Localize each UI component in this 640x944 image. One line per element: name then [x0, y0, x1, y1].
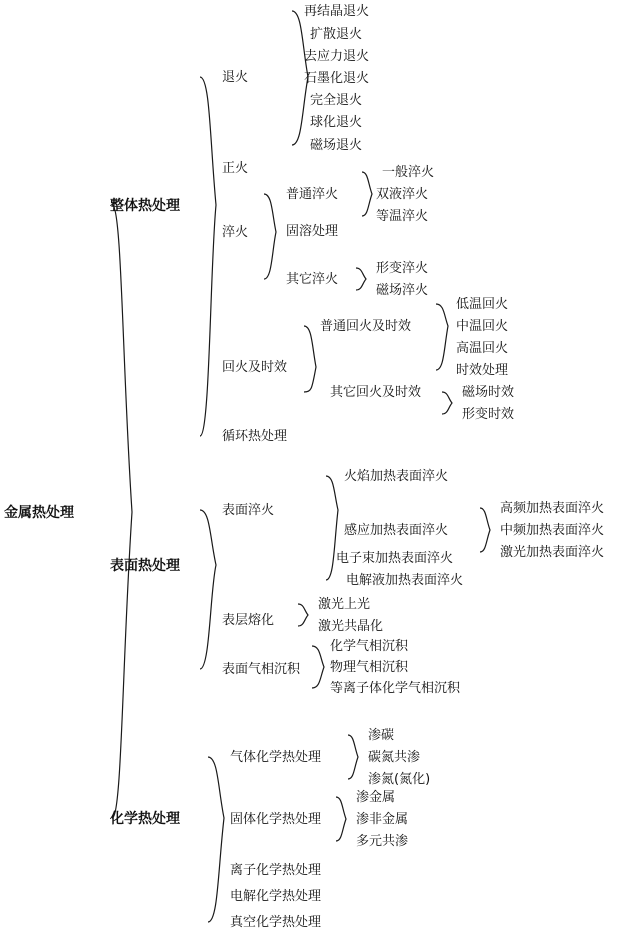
node-l3-5: 球化退火 [310, 115, 363, 130]
node-l3-1: 扩散退火 [310, 27, 363, 42]
node-l3-9: 其它淬火 [286, 272, 339, 287]
node-l3-23: 渗氮(氮化) [368, 772, 431, 787]
node-l3-7: 普通淬火 [286, 187, 339, 202]
node-l3-0: 再结晶退火 [304, 4, 370, 19]
node-l3-4: 完全退火 [310, 93, 363, 108]
node-l3-26: 多元共渗 [356, 834, 409, 849]
node-l2-0: 退火 [222, 70, 249, 85]
node-l4-2: 等温淬火 [376, 209, 429, 224]
node-l4-12: 中频加热表面淬火 [500, 523, 605, 538]
node-l3-21: 渗碳 [368, 728, 395, 743]
node-l2-12: 真空化学热处理 [230, 915, 322, 930]
node-l3-10: 普通回火及时效 [320, 319, 412, 334]
node-l3-24: 渗金属 [356, 790, 396, 805]
node-l4-0: 一般淬火 [382, 165, 435, 180]
node-l3-25: 渗非金属 [356, 812, 409, 827]
node-l4-7: 高温回火 [456, 341, 509, 356]
node-l1-2: 化学热处理 [110, 811, 180, 827]
node-l4-1: 双液淬火 [376, 187, 429, 202]
node-l3-15: 电解液加热表面淬火 [346, 573, 464, 588]
node-l3-11: 其它回火及时效 [330, 385, 422, 400]
node-l4-8: 时效处理 [456, 363, 509, 378]
node-l2-10: 离子化学热处理 [230, 863, 322, 878]
node-l2-6: 表层熔化 [222, 613, 275, 628]
node-l3-3: 石墨化退火 [304, 71, 370, 86]
node-l3-12: 火焰加热表面淬火 [344, 469, 449, 484]
node-l3-22: 碳氮共渗 [368, 750, 421, 765]
node-l3-6: 磁场退火 [310, 138, 363, 153]
node-l2-3: 回火及时效 [222, 360, 288, 375]
node-l4-10: 形变时效 [462, 407, 515, 422]
node-l2-2: 淬火 [222, 225, 249, 240]
node-l2-7: 表面气相沉积 [222, 662, 301, 677]
node-l2-4: 循环热处理 [222, 429, 288, 444]
node-l3-8: 固溶处理 [286, 224, 339, 239]
node-l3-13: 感应加热表面淬火 [344, 523, 449, 538]
node-l2-8: 气体化学热处理 [230, 750, 322, 765]
node-l3-19: 物理气相沉积 [330, 660, 409, 675]
node-l2-9: 固体化学热处理 [230, 812, 322, 827]
node-l3-17: 激光共晶化 [318, 619, 384, 634]
node-l3-20: 等离子体化学气相沉积 [330, 681, 461, 696]
node-l4-3: 形变淬火 [376, 261, 429, 276]
node-l1-0: 整体热处理 [110, 198, 180, 214]
node-l3-18: 化学气相沉积 [330, 639, 409, 654]
node-l4-13: 激光加热表面淬火 [500, 545, 605, 560]
node-l4-5: 低温回火 [456, 297, 509, 312]
node-l3-16: 激光上光 [318, 597, 371, 612]
node-l2-1: 正火 [222, 161, 249, 176]
node-l4-6: 中温回火 [456, 319, 509, 334]
node-l4-4: 磁场淬火 [376, 283, 429, 298]
node-l2-11: 电解化学热处理 [230, 889, 322, 904]
node-l3-14: 电子束加热表面淬火 [336, 551, 454, 566]
node-l1-1: 表面热处理 [110, 558, 180, 574]
node-root: 金属热处理 [4, 505, 74, 521]
node-l4-11: 高频加热表面淬火 [500, 501, 605, 516]
node-l3-2: 去应力退火 [304, 49, 370, 64]
node-l4-9: 磁场时效 [462, 385, 515, 400]
node-l2-5: 表面淬火 [222, 503, 275, 518]
